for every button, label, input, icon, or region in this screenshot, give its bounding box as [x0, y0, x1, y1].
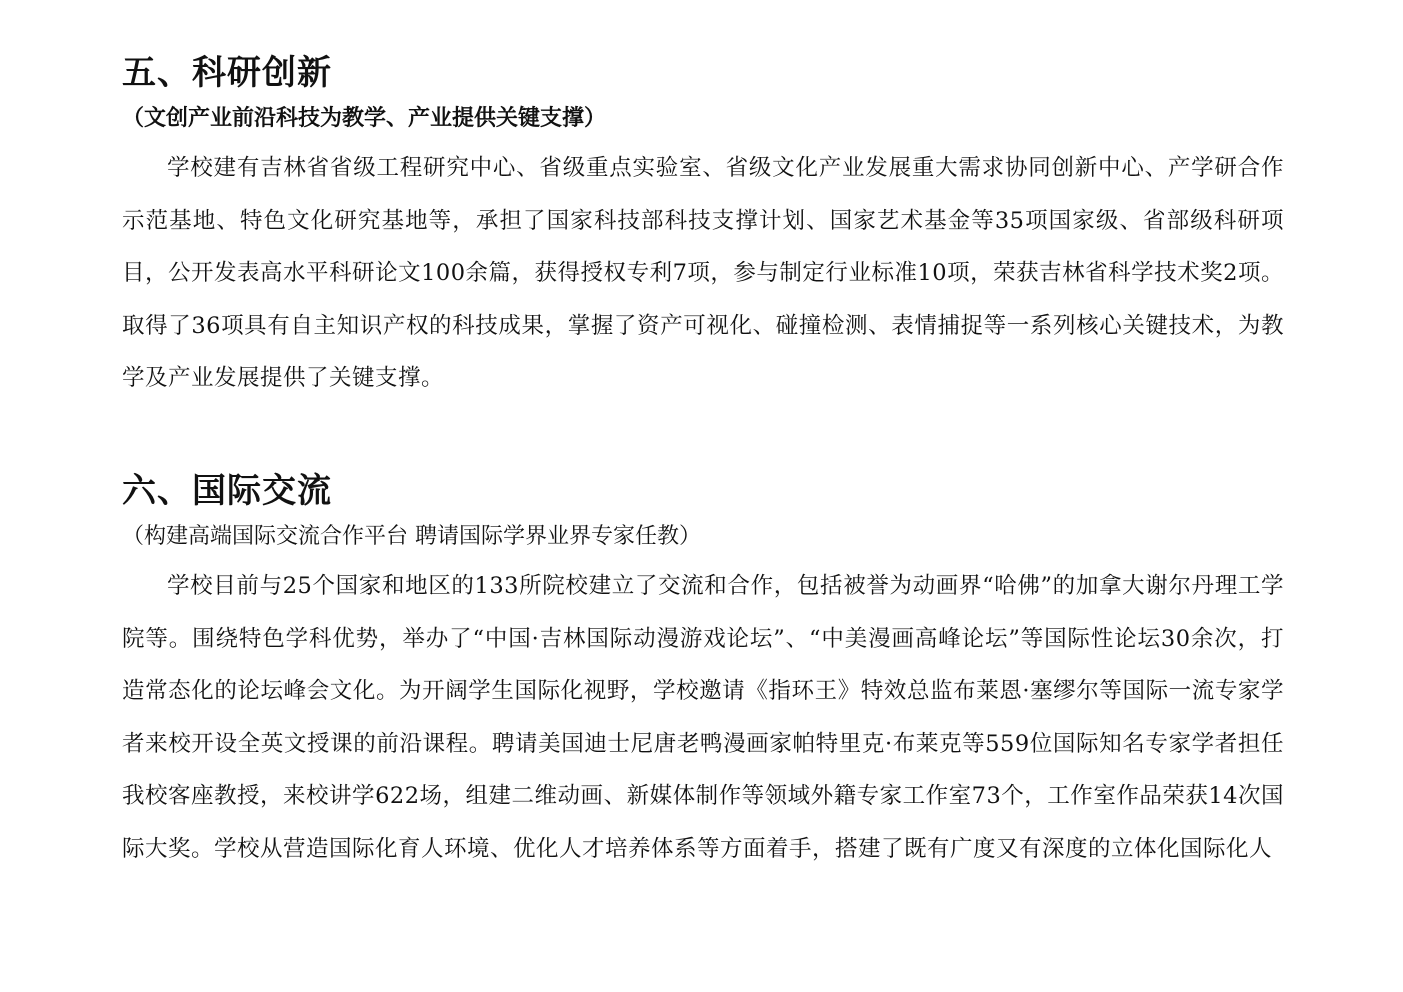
section-research-innovation	[122, 50, 1284, 405]
section-heading: 五、科研创新	[122, 53, 332, 93]
section-international-exchange	[122, 468, 1284, 875]
section-paragraph: 学校建有吉林省省级工程研究中心、省级重点实验室、省级文化产业发展重大需求协同创新中心、产学研合作示范基地、特色文化研究基地等，承担了国家科技部科技支撑计划、国家艺术基金等35项国家级、省部级科研项目，公开发表高水平科研论文100余篇，获得授权专利7项，参与制定行业标准10项，荣获吉林省科学技术奖2项。取得了36项具有自主知识产权的科技成果，掌握了资产可视化、碰撞检测、表情捕捉等一系列核心关键技术，为教学及产业发展提供了关键支撑。	[122, 155, 1284, 391]
section-paragraph: 学校目前与25个国家和地区的133所院校建立了交流和合作，包括被誉为动画界“哈佛”的加拿大谢尔丹理工学院等。围绕特色学科优势，举办了“中国·吉林国际动漫游戏论坛”、“中美漫画高峰论坛”等国际性论坛30余次，打造常态化的论坛峰会文化。为开阔学生国际化视野，学校邀请《指环王》特效总监布莱恩·塞缪尔等国际一流专家学者来校开设全英文授课的前沿课程。聘请美国迪士尼唐老鸭漫画家帕特里克·布莱克等559位国际知名专家学者担任我校客座教授，来校讲学622场，组建二维动画、新媒体制作等领域外籍专家工作室73个，工作室作品荣获14次国际大奖。学校从营造国际化育人环境、优化人才培养体系等方面着手，搭建了既有广度又有深度的立体化国际化人	[122, 573, 1284, 862]
section-subheading: （构建高端国际交流合作平台 聘请国际学界业界专家任教）	[122, 524, 701, 549]
section-subheading: （文创产业前沿科技为教学、产业提供关键支撑）	[122, 106, 607, 131]
section-heading: 六、国际交流	[122, 471, 332, 511]
